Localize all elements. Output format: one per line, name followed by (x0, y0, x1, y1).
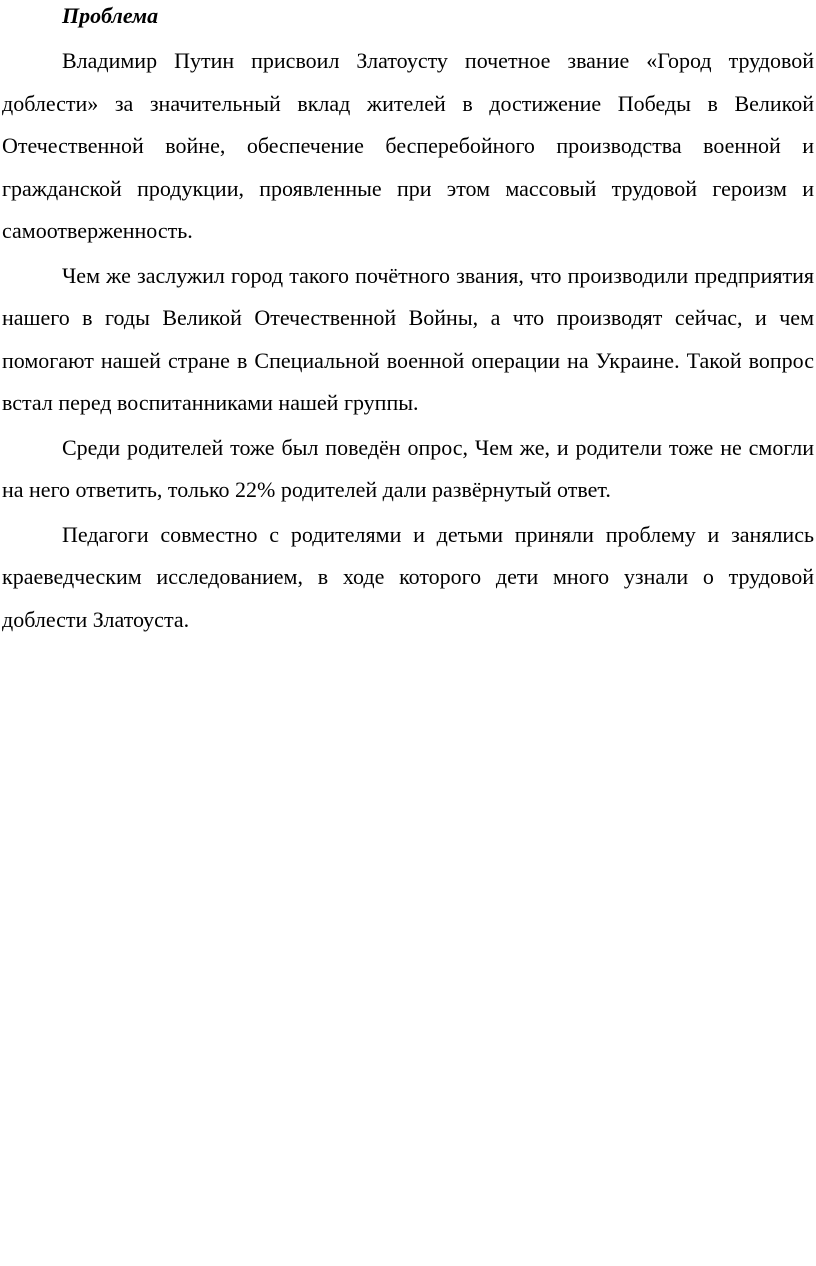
body-text (2, 40, 814, 643)
section-heading: Проблема (62, 3, 159, 28)
paragraph-survey: Среди родителей тоже был поведён опрос, Чем же, и родители тоже не смогли на него ответить, только 22% родителей дали развёрнутый ответ. (2, 434, 814, 502)
paragraph-research: Педагоги совместно с родителями и детьми приняли проблему и занялись краеведческим исследованием, в ходе которого дети много узнали о трудовой доблести Златоуста. (2, 521, 814, 632)
paragraph-award: Владимир Путин присвоил Златоусту почетное звание «Город трудовой доблести» за значительный вклад жителей в достижение Победы в Великой Отечественной войне, обеспечение бесперебойного производства военной и гражданской продукции, проявленные при этом массовый трудовой героизм и самоотверженность. (2, 48, 814, 243)
paragraph-question: Чем же заслужил город такого почётного звания, что производили предприятия нашего в годы Великой Отечественной Войны, а что производят сейчас, и чем помогают нашей стране в Специальной военной операции на Украине. Такой вопрос встал перед воспитанниками нашей группы. (2, 262, 814, 415)
